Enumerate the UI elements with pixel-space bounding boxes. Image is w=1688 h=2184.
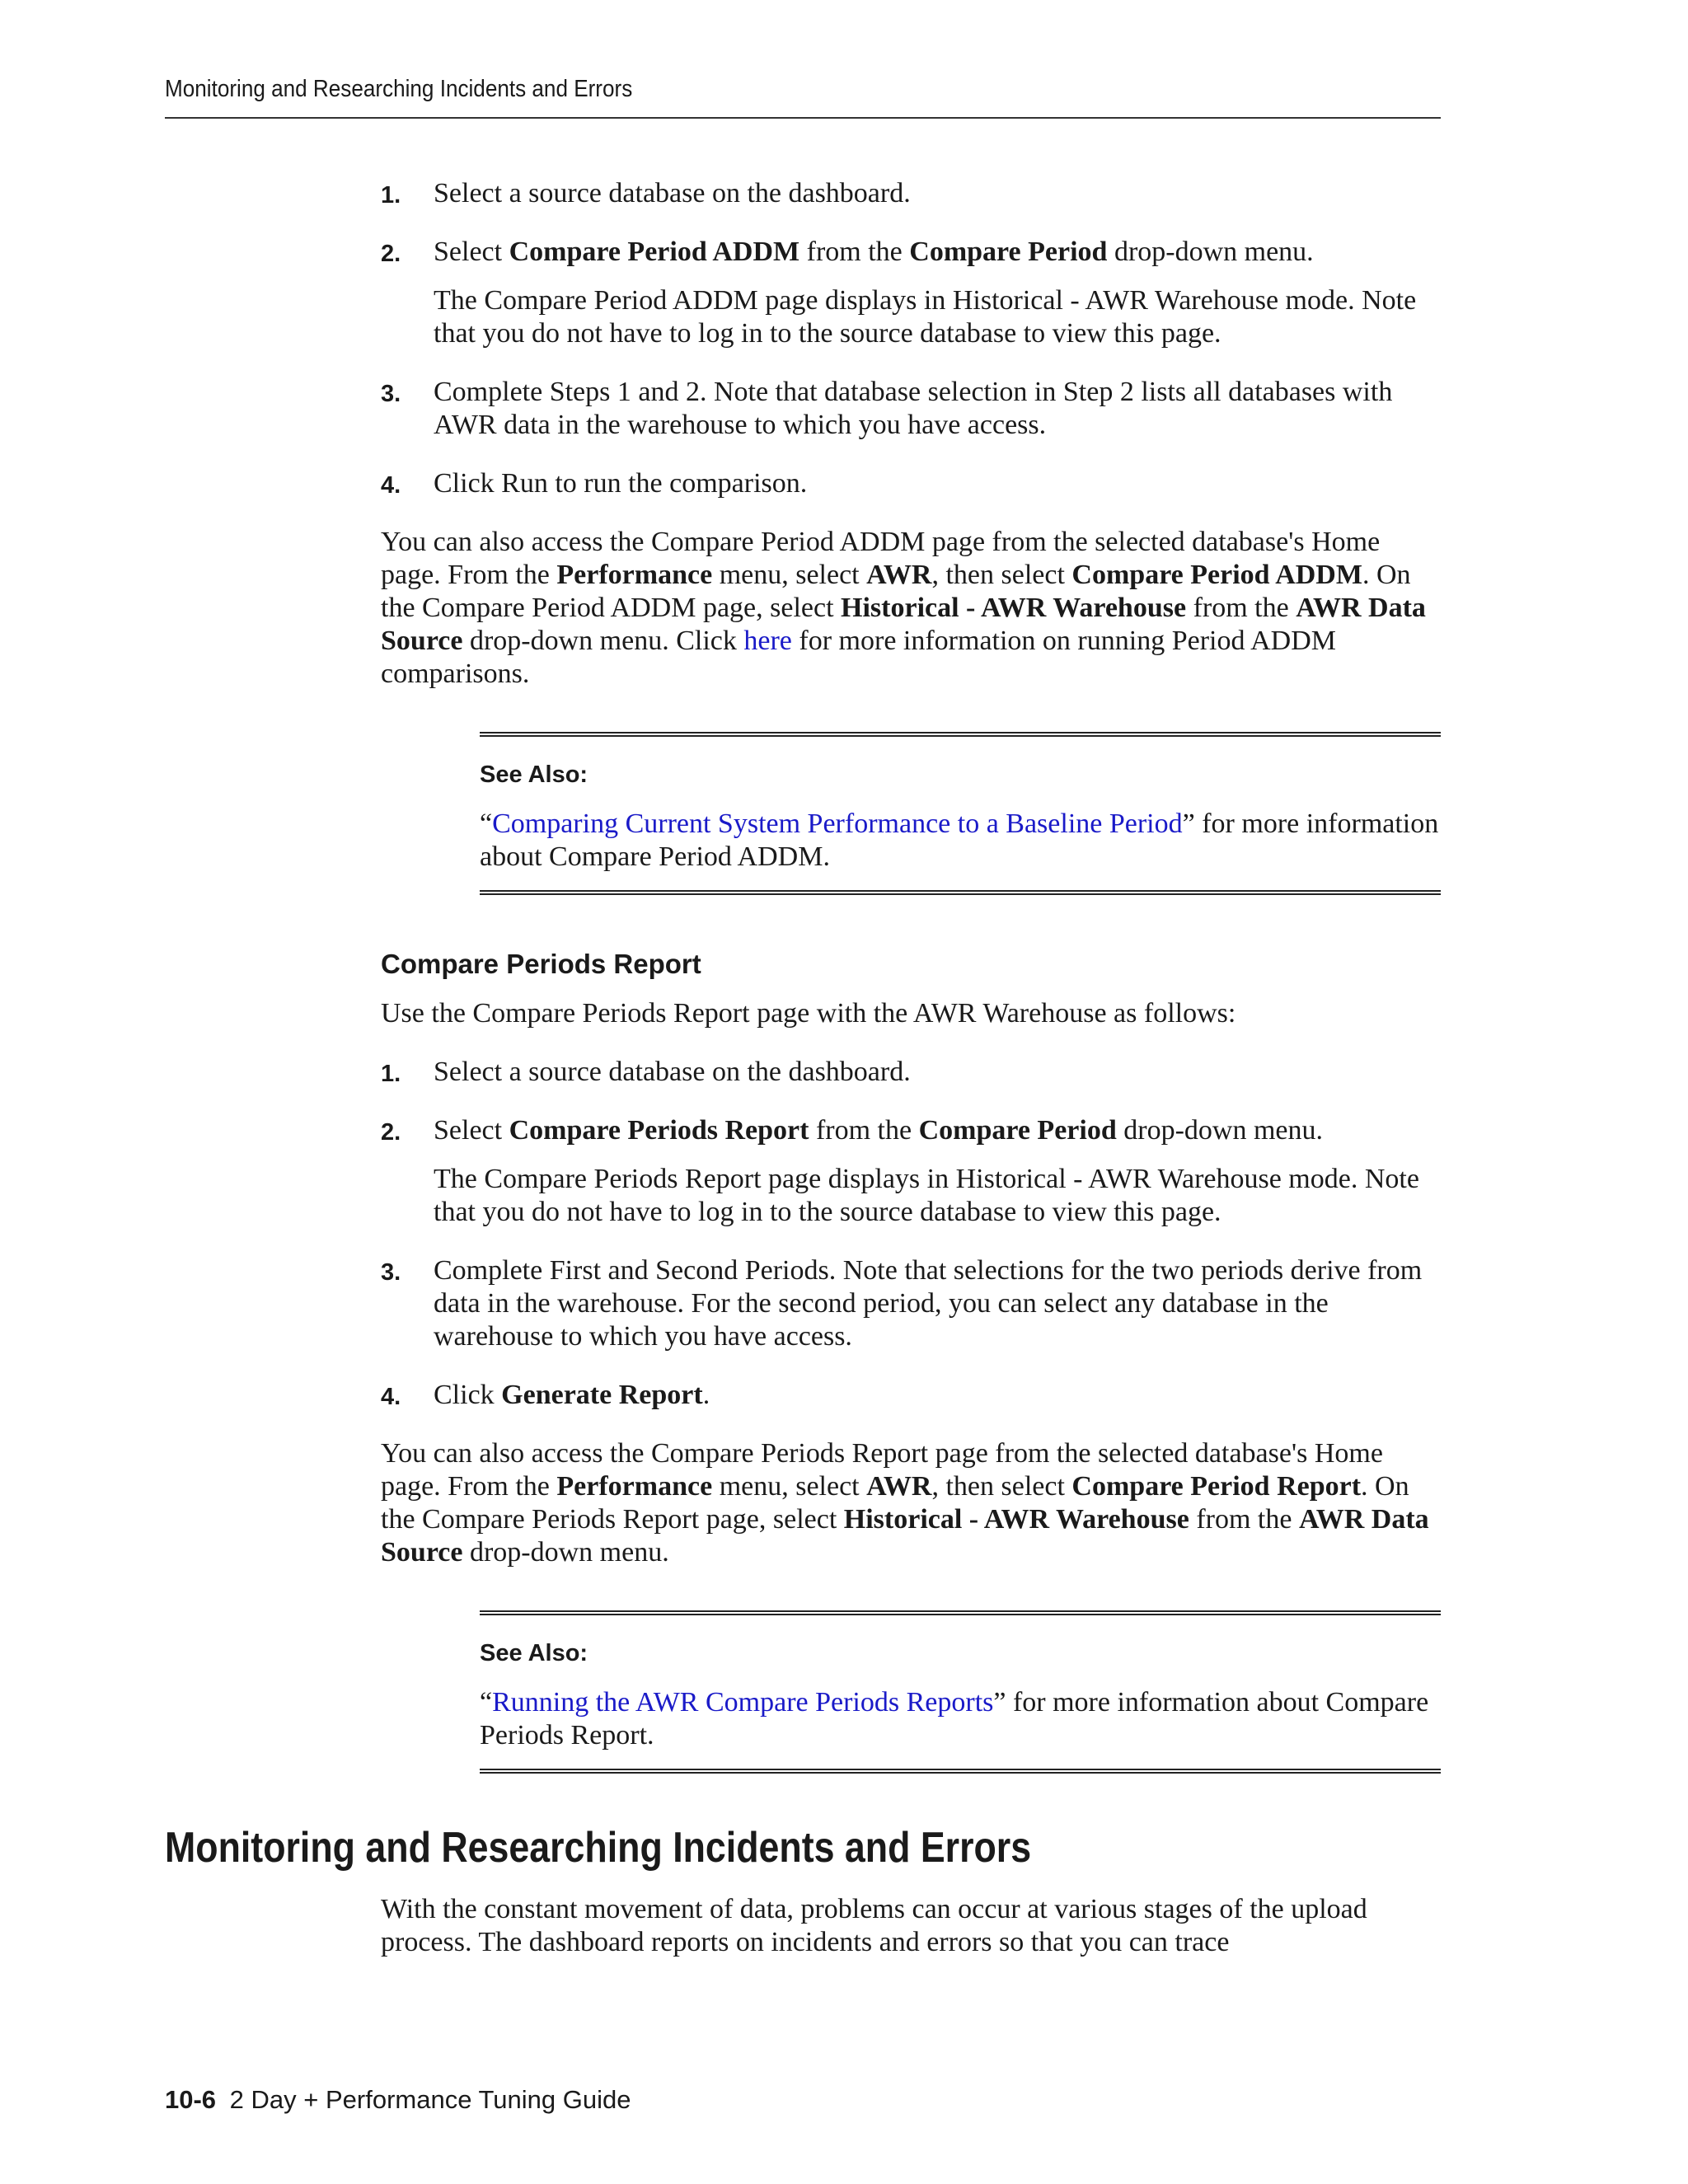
text: . On the Compare Periods Report page, select: [381, 1471, 1409, 1535]
step-number: 4.: [381, 472, 401, 499]
step-number: 3.: [381, 1259, 401, 1286]
step-text: Complete Steps 1 and 2. Note that database selection in Step 2 lists all databases with AWR data in the warehouse to which you have access.: [434, 377, 1393, 440]
text: for more information on running Period ADDM comparisons.: [381, 626, 1336, 689]
step-text: Click Run to run the comparison.: [434, 468, 808, 499]
step-text: from the: [809, 1115, 919, 1146]
text: from the: [1189, 1504, 1299, 1535]
text: , then select: [931, 560, 1072, 590]
text: You can also access the Compare Period ADDM page from the selected database's Home page. From the: [381, 527, 1381, 590]
paragraph: [381, 1437, 1441, 1569]
ui-term: Performance: [556, 560, 713, 590]
step-text: Complete First and Second Periods. Note that selections for the two periods derive from data in the warehouse. For the second period, you can select any database in the warehouse to which you have access.: [434, 1255, 1423, 1352]
step-number: 1.: [381, 182, 401, 209]
text: drop-down menu.: [462, 1537, 669, 1568]
see-also-text: [480, 808, 1441, 874]
section-heading: Monitoring and Researching Incidents and Errors: [165, 1824, 1032, 1872]
ui-term: Compare Period Report: [1071, 1471, 1362, 1502]
step-number: 2.: [381, 1119, 401, 1146]
text: menu, select: [712, 560, 867, 590]
paragraph: Use the Compare Periods Report page with the AWR Warehouse as follows:: [381, 998, 1236, 1029]
step-text: drop-down menu.: [1107, 237, 1314, 267]
text: , then select: [931, 1471, 1072, 1502]
subsection-heading: Compare Periods Report: [381, 949, 701, 979]
ui-term: Performance: [556, 1471, 713, 1502]
baseline-period-link[interactable]: Comparing Current System Performance to a Baseline Period: [492, 808, 1183, 839]
step-text: Click: [434, 1380, 502, 1410]
see-also-box: [480, 1610, 1441, 1774]
quote-mark: “: [480, 808, 493, 839]
ui-term: Compare Periods Report: [509, 1115, 809, 1146]
ui-term: Historical - AWR Warehouse: [841, 593, 1187, 623]
ui-term: Compare Period ADDM: [1071, 560, 1362, 590]
list-item: [381, 1114, 1441, 1229]
ui-term: Historical - AWR Warehouse: [843, 1504, 1189, 1535]
text: ” for more information about Compare Periods Report.: [480, 1687, 1429, 1750]
see-also-text: [480, 1686, 1441, 1752]
list-item: [381, 376, 1441, 442]
page-body: [381, 177, 1441, 1826]
compare-periods-reports-link[interactable]: Running the AWR Compare Periods Reports: [492, 1687, 994, 1718]
step-number: 4.: [381, 1384, 401, 1410]
ui-term: Generate Report: [501, 1380, 703, 1410]
step-note: The Compare Period ADDM page displays in Historical - AWR Warehouse mode. Note that you do not have to log in to the source database to view this page.: [434, 285, 1417, 349]
list-item: [381, 1379, 1441, 1412]
text: ” for more information about Compare Period ADDM.: [480, 808, 1439, 872]
step-text: drop-down menu.: [1116, 1115, 1323, 1146]
book-title: 2 Day + Performance Tuning Guide: [229, 2085, 631, 2114]
page-footer: [165, 2085, 631, 2115]
ui-term: AWR: [866, 560, 932, 590]
step-number: 1.: [381, 1061, 401, 1087]
page-number: 10-6: [165, 2085, 217, 2114]
list-item: [381, 177, 1441, 210]
ui-term: Compare Period: [918, 1115, 1117, 1146]
running-header: Monitoring and Researching Incidents and Errors: [165, 76, 633, 102]
list-item: [381, 1254, 1441, 1353]
ui-term: Compare Period ADDM: [509, 237, 800, 267]
ui-term: AWR Data Source: [381, 593, 1426, 656]
step-text: Select a source database on the dashboard.: [434, 178, 911, 209]
list-item: [381, 467, 1441, 500]
ui-term: AWR Data Source: [381, 1504, 1429, 1568]
step-text: Select: [434, 1115, 509, 1146]
text: You can also access the Compare Periods Report page from the selected database's Home page. From the: [381, 1438, 1383, 1502]
here-link[interactable]: here: [743, 626, 792, 656]
list-item: [381, 236, 1441, 350]
text: drop-down menu. Click: [462, 626, 744, 656]
quote-mark: “: [480, 1687, 493, 1718]
list-item: [381, 1056, 1441, 1089]
step-number: 3.: [381, 381, 401, 407]
text: from the: [1186, 593, 1296, 623]
see-also-title: See Also:: [480, 762, 588, 788]
text: menu, select: [712, 1471, 867, 1502]
section-paragraph: With the constant movement of data, problems can occur at various stages of the upload process. The dashboard reports on incidents and errors so that you can trace: [381, 1894, 1367, 1957]
ui-term: Compare Period: [909, 237, 1108, 267]
text: . On the Compare Period ADDM page, select: [381, 560, 1411, 623]
step-text: Select: [434, 237, 509, 267]
see-also-box: [480, 732, 1441, 895]
step-text: Select a source database on the dashboard.: [434, 1057, 911, 1087]
step-text: .: [702, 1380, 710, 1410]
paragraph: [381, 526, 1441, 691]
step-number: 2.: [381, 241, 401, 267]
step-text: from the: [799, 237, 910, 267]
header-rule: [165, 117, 1441, 119]
ui-term: AWR: [866, 1471, 932, 1502]
see-also-title: See Also:: [480, 1640, 588, 1666]
step-note: The Compare Periods Report page displays in Historical - AWR Warehouse mode. Note that you do not have to log in to the source database to view this page.: [434, 1164, 1419, 1227]
